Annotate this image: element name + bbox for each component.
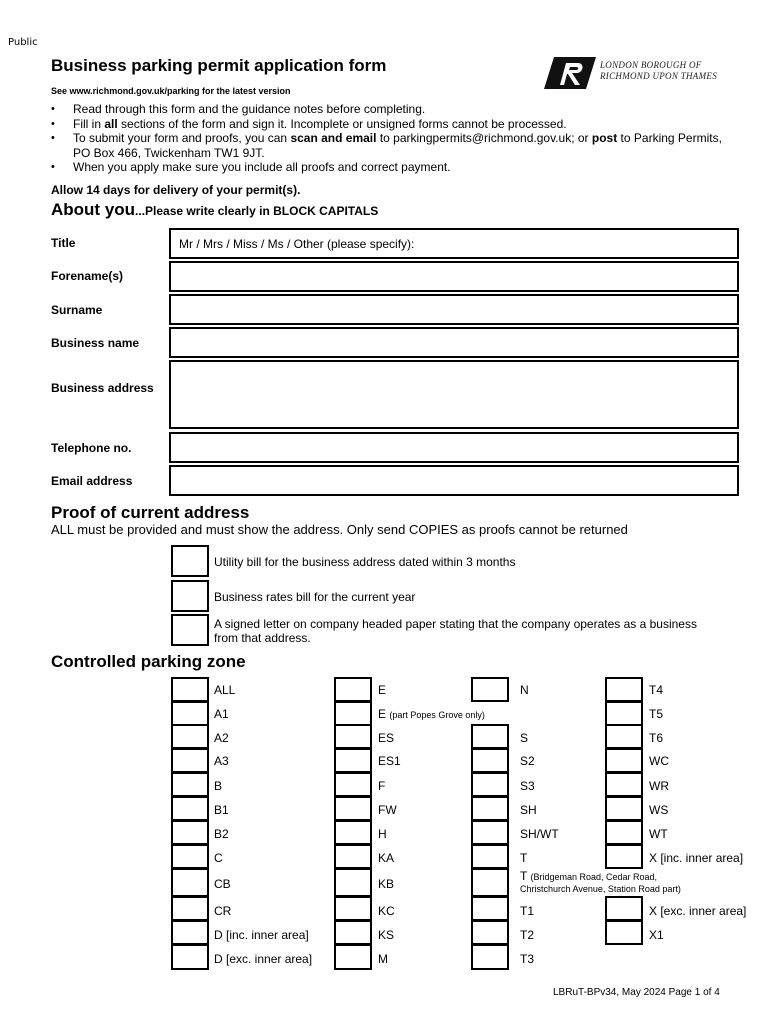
zone-label: B1	[214, 803, 229, 817]
title-options: Mr / Mrs / Miss / Ms / Other (please specify):	[179, 237, 415, 251]
zone-checkbox[interactable]	[171, 920, 209, 945]
zone-label: C	[214, 851, 223, 865]
zone-checkbox[interactable]	[605, 701, 643, 726]
zone-checkbox[interactable]	[334, 724, 372, 749]
zone-checkbox[interactable]	[605, 796, 643, 821]
zone-label: E (part Popes Grove only)	[378, 707, 485, 721]
zone-checkbox[interactable]	[605, 844, 643, 869]
zone-label: D [exc. inner area]	[214, 952, 313, 966]
classification-label: Public	[8, 37, 38, 48]
logo-line-2: RICHMOND UPON THAMES	[600, 71, 717, 81]
zone-checkbox[interactable]	[471, 772, 509, 797]
zone-label: S2	[520, 754, 535, 768]
zone-label: T3	[520, 952, 535, 966]
zone-checkbox[interactable]	[471, 796, 509, 821]
zone-checkbox[interactable]	[471, 868, 509, 897]
zone-label: ES1	[378, 754, 401, 768]
zone-label: H	[378, 827, 387, 841]
proof-subheading: ALL must be provided and must show the address. Only send COPIES as proofs cannot be returned	[51, 522, 628, 537]
zone-checkbox[interactable]	[171, 896, 209, 921]
email-label: Email address	[51, 474, 133, 488]
page-footer: LBRuT-BPv34, May 2024 Page 1 of 4	[553, 987, 720, 998]
zone-checkbox[interactable]	[471, 748, 509, 773]
instruction-item: • Read through this form and the guidance notes before completing.	[51, 102, 741, 117]
zone-checkbox[interactable]	[471, 677, 509, 702]
zone-checkbox[interactable]	[471, 820, 509, 845]
zone-label: M	[378, 952, 388, 966]
forename-field[interactable]	[169, 261, 739, 292]
zone-label: FW	[378, 803, 397, 817]
zone-label: KC	[378, 904, 395, 918]
zone-label: A2	[214, 731, 229, 745]
title-field[interactable]	[169, 228, 739, 259]
zone-checkbox[interactable]	[334, 868, 372, 897]
email-field[interactable]	[169, 465, 739, 496]
business-name-label: Business name	[51, 336, 140, 350]
zone-label: T2	[520, 928, 535, 942]
zone-label: T5	[649, 707, 664, 721]
zone-checkbox[interactable]	[334, 772, 372, 797]
richmond-logo-icon	[540, 55, 598, 91]
zone-label: A1	[214, 707, 229, 721]
zone-checkbox[interactable]	[605, 724, 643, 749]
logo-line-1: LONDON BOROUGH OF	[600, 60, 702, 70]
telephone-field[interactable]	[169, 432, 739, 463]
zone-checkbox[interactable]	[171, 944, 209, 970]
surname-label: Surname	[51, 303, 103, 317]
zone-checkbox[interactable]	[334, 701, 372, 726]
zone-label: X [exc. inner area]	[649, 904, 747, 918]
council-logo	[540, 55, 740, 91]
business-address-field[interactable]	[169, 360, 739, 429]
proof-rates-label: Business rates bill for the current year	[214, 590, 416, 604]
title-label: Title	[51, 236, 76, 250]
zone-label: X [inc. inner area]	[649, 851, 744, 865]
zone-heading: Controlled parking zone	[51, 652, 246, 671]
proof-heading: Proof of current address	[51, 503, 250, 522]
instruction-item: • When you apply make sure you include all proofs and correct payment.	[51, 160, 741, 175]
zone-checkbox[interactable]	[171, 677, 209, 702]
zone-checkbox[interactable]	[171, 701, 209, 726]
zone-checkbox[interactable]	[471, 724, 509, 749]
zone-label: T (Bridgeman Road, Cedar Road, Christchurch Avenue, Station Road part)	[520, 869, 681, 894]
zone-label: T4	[649, 683, 664, 697]
forename-label: Forename(s)	[51, 269, 124, 283]
zone-label: KA	[378, 851, 395, 865]
proof-letter-label: A signed letter on company headed paper stating that the company operates as a business from that address.	[214, 617, 697, 645]
zone-checkbox[interactable]	[334, 748, 372, 773]
surname-field[interactable]	[169, 294, 739, 325]
zone-checkbox[interactable]	[471, 896, 509, 921]
zone-checkbox[interactable]	[171, 796, 209, 821]
zone-label: F	[378, 779, 386, 793]
zone-checkbox[interactable]	[171, 772, 209, 797]
zone-label: WR	[649, 779, 669, 793]
zone-label: T6	[649, 731, 664, 745]
form-title: Business parking permit application form	[51, 56, 387, 75]
zone-label: E	[378, 683, 387, 697]
instruction-item: • To submit your form and proofs, you can scan and email to parkingpermits@richmond.gov.uk; or post to Parking Permits, PO Box 466, Twickenham TW1 9JT.	[51, 131, 741, 160]
zone-label: WC	[649, 754, 669, 768]
zone-label: N	[520, 683, 529, 697]
delivery-note: Allow 14 days for delivery of your permit(s).	[51, 183, 301, 197]
telephone-label: Telephone no.	[51, 441, 132, 455]
zone-label: T1	[520, 904, 535, 918]
zone-checkbox[interactable]	[334, 920, 372, 945]
proof-utility-checkbox[interactable]	[171, 545, 209, 577]
zone-label: WT	[649, 827, 668, 841]
zone-label: SH/WT	[520, 827, 559, 841]
zone-label: T	[520, 851, 528, 865]
zone-checkbox[interactable]	[334, 820, 372, 845]
about-you-heading: About you...Please write clearly in BLOCK CAPITALS	[51, 200, 379, 219]
zone-checkbox[interactable]	[471, 920, 509, 945]
zone-checkbox[interactable]	[334, 796, 372, 821]
zone-checkbox[interactable]	[605, 920, 643, 945]
latest-version-note: See www.richmond.gov.uk/parking for the latest version	[51, 86, 291, 96]
zone-checkbox[interactable]	[605, 772, 643, 797]
zone-checkbox[interactable]	[171, 868, 209, 897]
zone-checkbox[interactable]	[334, 896, 372, 921]
zone-checkbox[interactable]	[605, 748, 643, 773]
zone-label: D [inc. inner area]	[214, 928, 309, 942]
zone-checkbox[interactable]	[471, 944, 509, 970]
instructions-list	[51, 102, 741, 175]
instruction-item: • Fill in all sections of the form and sign it. Incomplete or unsigned forms cannot be processed.	[51, 117, 741, 132]
zone-checkbox[interactable]	[171, 844, 209, 869]
zone-label: ALL	[214, 683, 236, 697]
zone-checkbox[interactable]	[171, 724, 209, 749]
proof-rates-checkbox[interactable]	[171, 580, 209, 612]
zone-checkbox[interactable]	[334, 944, 372, 970]
zone-checkbox[interactable]	[605, 677, 643, 702]
zone-checkbox[interactable]	[334, 677, 372, 702]
zone-label: A3	[214, 754, 229, 768]
zone-checkbox[interactable]	[334, 844, 372, 869]
zone-checkbox[interactable]	[471, 844, 509, 869]
zone-label: CB	[214, 877, 231, 891]
zone-label: B	[214, 779, 223, 793]
zone-checkbox[interactable]	[605, 896, 643, 921]
zone-label: KS	[378, 928, 395, 942]
zone-label: KB	[378, 877, 395, 891]
proof-utility-label: Utility bill for the business address dated within 3 months	[214, 555, 516, 569]
business-name-field[interactable]	[169, 327, 739, 358]
zone-label: S	[520, 731, 529, 745]
zone-label: ES	[378, 731, 395, 745]
zone-label: X1	[649, 928, 664, 942]
proof-letter-checkbox[interactable]	[171, 614, 209, 646]
zone-checkbox[interactable]	[605, 820, 643, 845]
zone-label: CR	[214, 904, 232, 918]
zone-checkbox[interactable]	[171, 748, 209, 773]
zone-label: SH	[520, 803, 537, 817]
zone-label: B2	[214, 827, 229, 841]
zone-checkbox[interactable]	[171, 820, 209, 845]
business-address-label: Business address	[51, 381, 154, 395]
zone-label: WS	[649, 803, 669, 817]
zone-label: S3	[520, 779, 535, 793]
